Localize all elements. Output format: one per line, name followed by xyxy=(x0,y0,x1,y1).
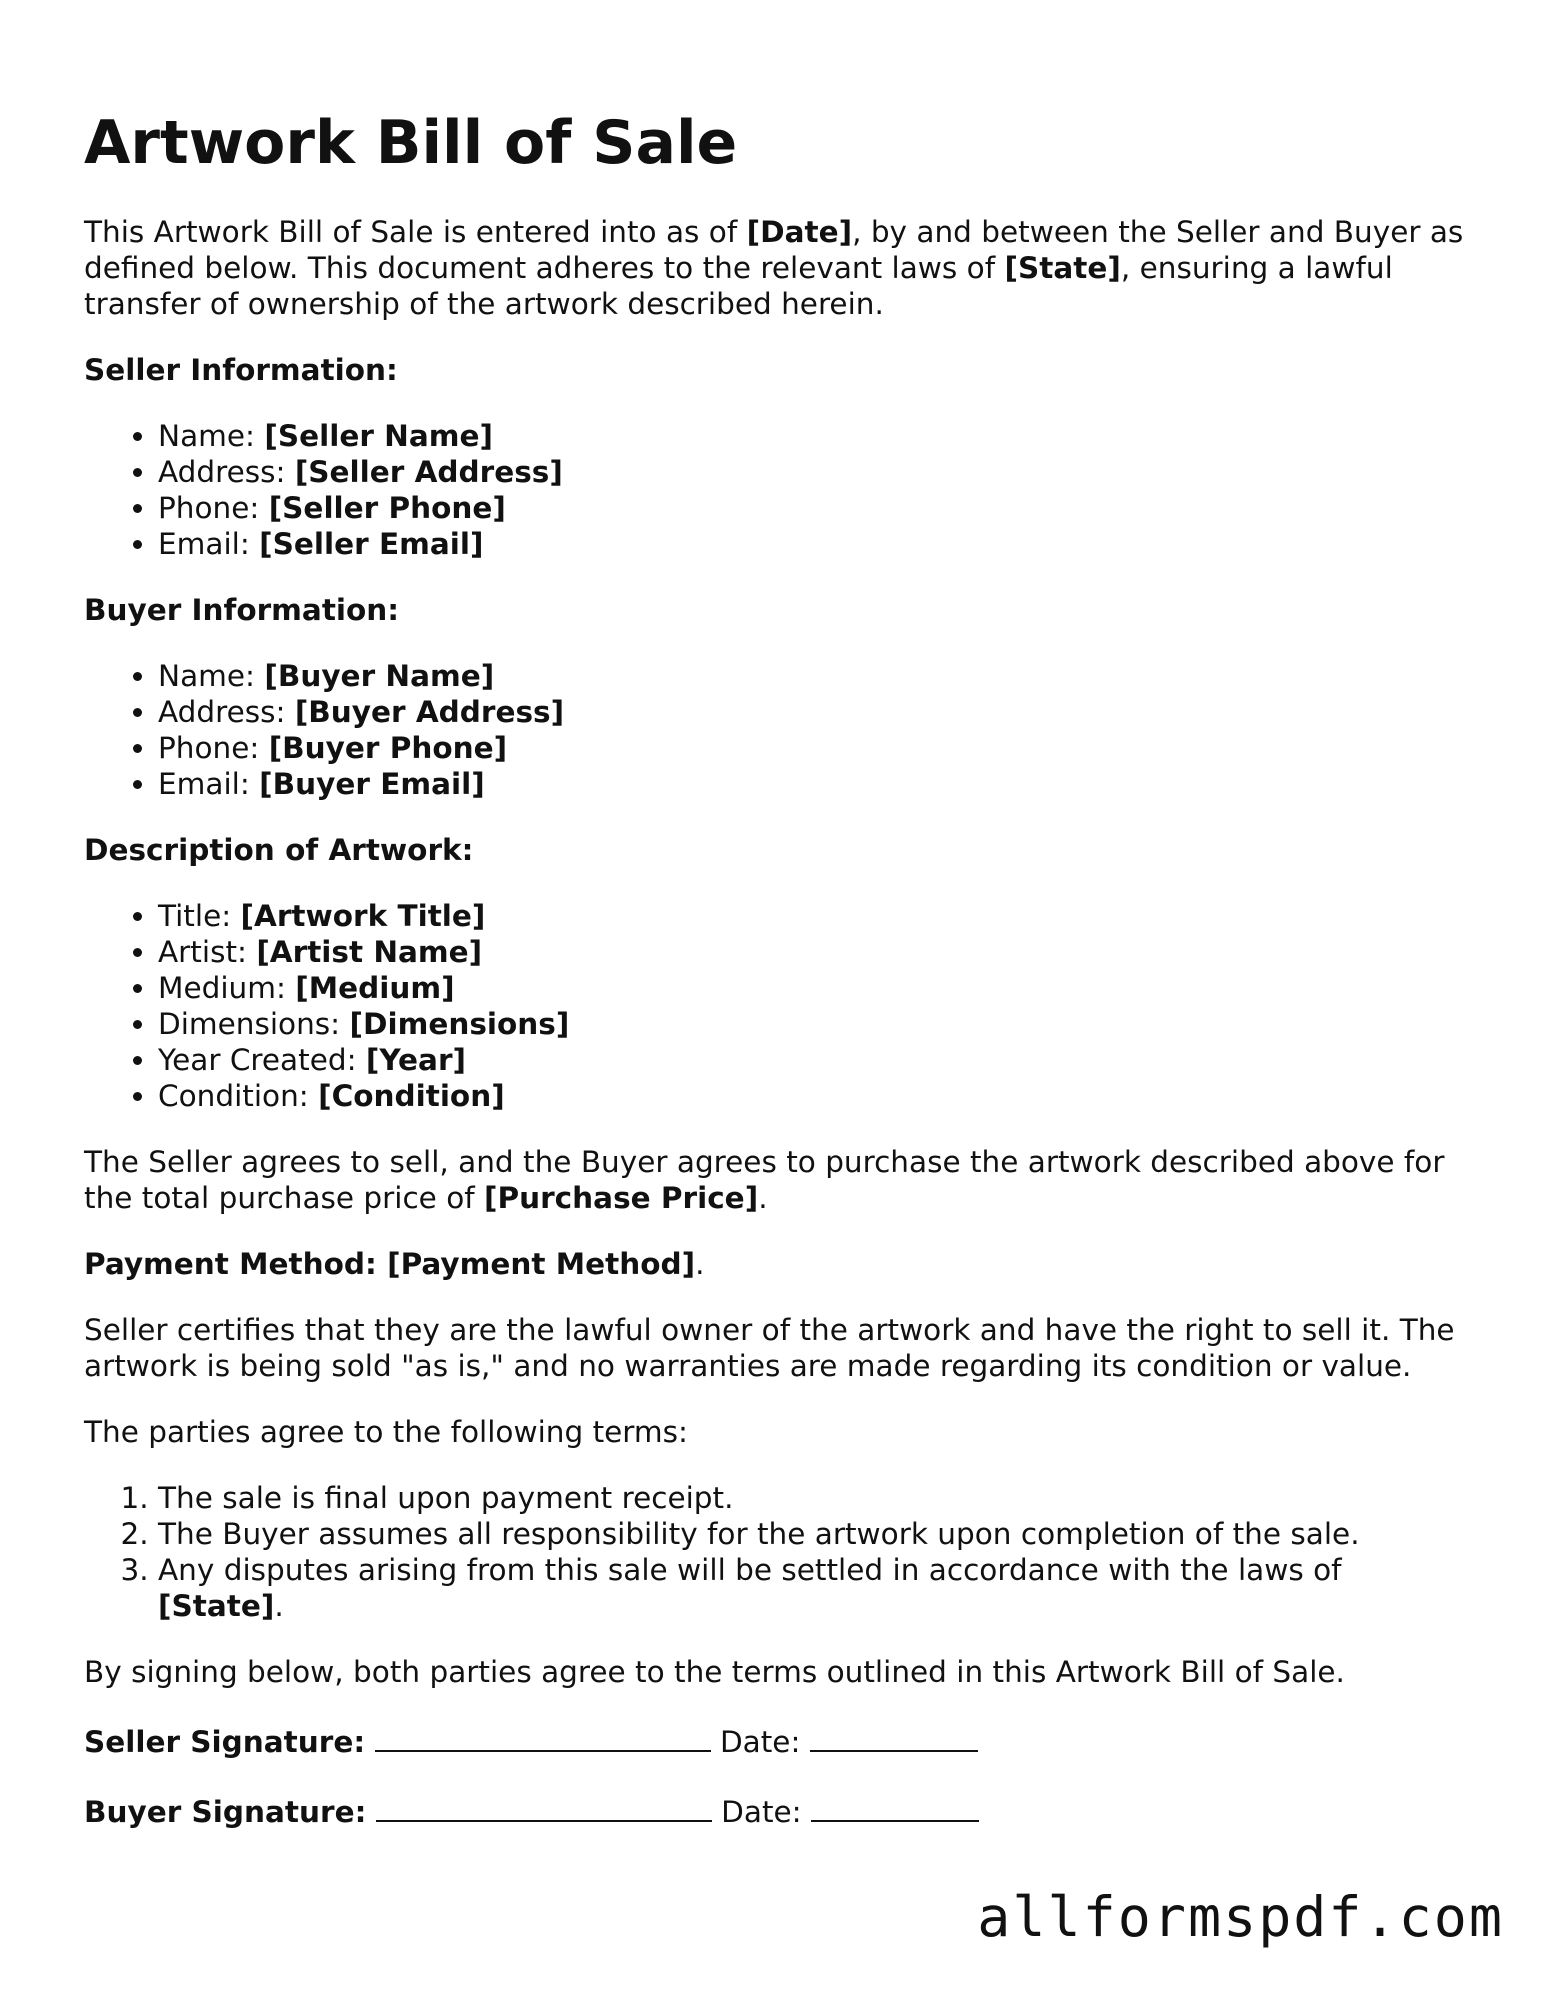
date-placeholder: [Date] xyxy=(746,215,853,249)
list-item xyxy=(158,658,1464,694)
list-item xyxy=(158,730,1464,766)
item-value: [Artist Name] xyxy=(256,935,483,969)
item-value: [Buyer Name] xyxy=(264,659,495,693)
item-value: [Medium] xyxy=(295,971,455,1005)
seller-heading: Seller Information: xyxy=(84,353,398,387)
intro-text-2: , by and between the Seller and Buyer as defined below. This document adheres to the relevant laws of xyxy=(84,215,1464,285)
purchase-end: . xyxy=(758,1181,768,1215)
item-label: Artist: xyxy=(158,935,257,969)
watermark: allformspdf.com xyxy=(977,1885,1504,1949)
intro-text-1: This Artwork Bill of Sale is entered into as of xyxy=(84,215,747,249)
item-label: Dimensions: xyxy=(158,1007,350,1041)
item-value: [Seller Phone] xyxy=(268,491,506,525)
list-item: 2. The Buyer assumes all responsibility for the artwork upon completion of the sale. xyxy=(158,1516,1464,1552)
list-item xyxy=(158,490,1464,526)
seller-signature-field[interactable] xyxy=(375,1720,711,1752)
buyer-list xyxy=(84,658,1464,802)
list-item xyxy=(158,898,1464,934)
price-placeholder: [Purchase Price] xyxy=(484,1181,759,1215)
item-label: Phone: xyxy=(158,731,269,765)
seller-date-field[interactable] xyxy=(810,1720,978,1752)
item-value: [Year] xyxy=(365,1043,466,1077)
item-label: Address: xyxy=(158,695,295,729)
buyer-signature-field[interactable] xyxy=(376,1790,712,1822)
list-item xyxy=(158,1078,1464,1114)
seller-signature-line xyxy=(84,1720,1464,1760)
list-item xyxy=(158,694,1464,730)
certification-paragraph: Seller certifies that they are the lawful owner of the artwork and have the right to sell it. The artwork is being sold "as is," and no warranties are made regarding its condition or value. xyxy=(84,1313,1455,1383)
item-label: Address: xyxy=(158,455,295,489)
closing-paragraph: By signing below, both parties agree to the terms outlined in this Artwork Bill of Sale. xyxy=(84,1655,1345,1689)
item-value: [Seller Email] xyxy=(259,527,484,561)
date-label: Date: xyxy=(721,1795,802,1829)
terms-list xyxy=(84,1480,1464,1624)
seller-signature-label: Seller Signature: xyxy=(84,1725,366,1759)
list-item xyxy=(158,418,1464,454)
buyer-signature-label: Buyer Signature: xyxy=(84,1795,367,1829)
item-value: [Buyer Address] xyxy=(294,695,565,729)
state-placeholder: [State] xyxy=(1004,251,1121,285)
buyer-heading: Buyer Information: xyxy=(84,593,400,627)
item-value: [Buyer Email] xyxy=(259,767,485,801)
item-label: Name: xyxy=(158,419,265,453)
item-label: Phone: xyxy=(158,491,269,525)
terms-intro: The parties agree to the following terms: xyxy=(84,1415,688,1449)
list-item xyxy=(158,1006,1464,1042)
item-label: Name: xyxy=(158,659,265,693)
item-value: [Seller Name] xyxy=(264,419,493,453)
item-value: [Buyer Phone] xyxy=(268,731,508,765)
document-page xyxy=(84,100,1464,1860)
buyer-signature-line xyxy=(84,1790,1464,1830)
item-value: [Condition] xyxy=(318,1079,505,1113)
item-value: [Dimensions] xyxy=(349,1007,570,1041)
list-item xyxy=(158,766,1464,802)
item-value: [Artwork Title] xyxy=(240,899,486,933)
item-label: Year Created: xyxy=(158,1043,366,1077)
date-label: Date: xyxy=(719,1725,801,1759)
list-item: 1. The sale is final upon payment receipt. xyxy=(158,1480,1464,1516)
item-value: [Seller Address] xyxy=(294,455,563,489)
purchase-text: The Seller agrees to sell, and the Buyer agrees to purchase the artwork described above for the total purchase price of xyxy=(84,1145,1445,1215)
intro-text-3: , ensuring a lawful transfer of ownership of the artwork described herein. xyxy=(84,251,1393,321)
list-item xyxy=(158,934,1464,970)
list-item xyxy=(158,454,1464,490)
purchase-paragraph xyxy=(84,1144,1464,1216)
list-item xyxy=(158,526,1464,562)
item-label: Email: xyxy=(158,527,260,561)
state-placeholder: [State] xyxy=(158,1589,275,1623)
term-end: . xyxy=(274,1589,284,1623)
list-item xyxy=(158,1042,1464,1078)
payment-end: . xyxy=(695,1247,705,1281)
item-label: Email: xyxy=(158,767,260,801)
document-title: Artwork Bill of Sale xyxy=(84,108,738,178)
list-item xyxy=(158,970,1464,1006)
buyer-date-field[interactable] xyxy=(811,1790,979,1822)
intro-paragraph xyxy=(84,214,1464,322)
artwork-list xyxy=(84,898,1464,1114)
term-text: Any disputes arising from this sale will be settled in accordance with the laws of xyxy=(158,1553,1342,1587)
item-label: Medium: xyxy=(158,971,296,1005)
seller-list xyxy=(84,418,1464,562)
artwork-heading: Description of Artwork: xyxy=(84,833,474,867)
item-label: Condition: xyxy=(158,1079,319,1113)
payment-paragraph xyxy=(84,1246,1464,1282)
payment-method-label: Payment Method: [Payment Method] xyxy=(84,1247,696,1281)
item-label: Title: xyxy=(158,899,241,933)
list-item xyxy=(158,1552,1464,1624)
